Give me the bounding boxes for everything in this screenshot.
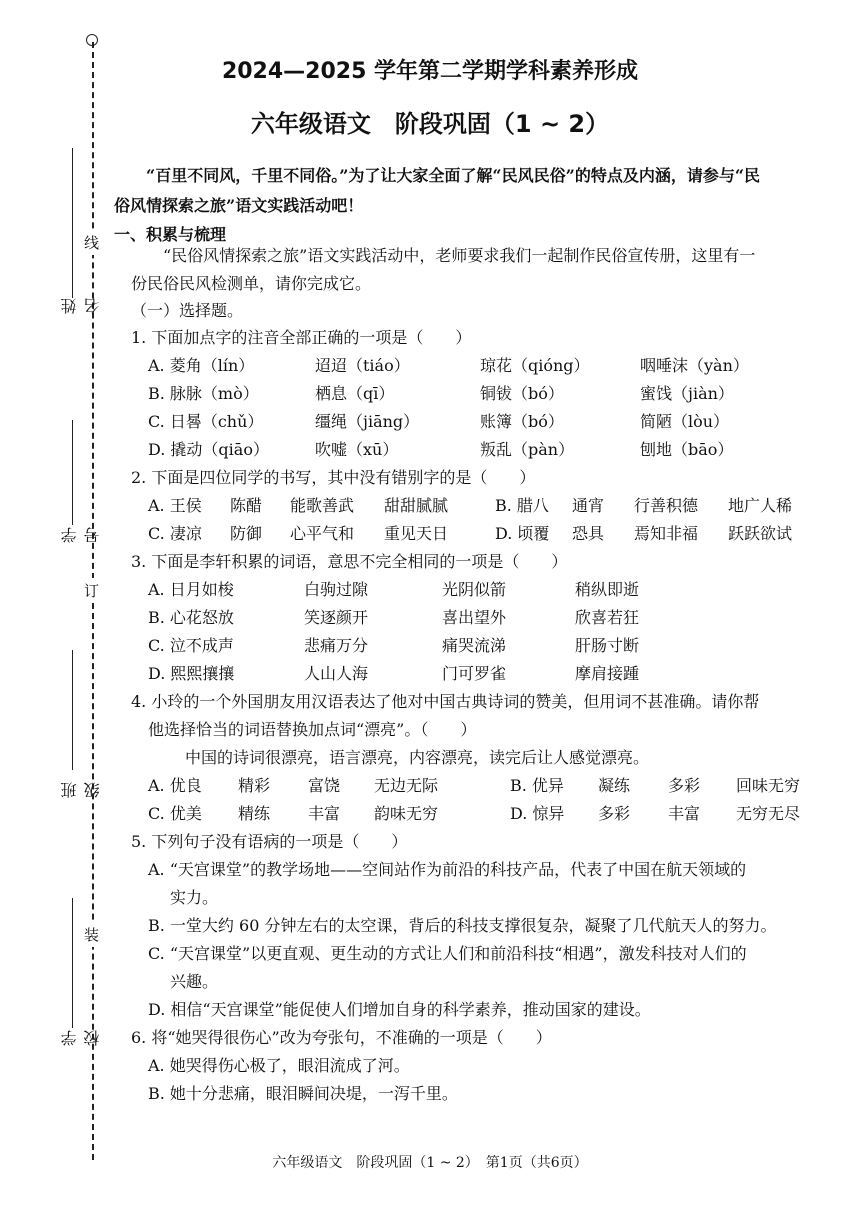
class-blank <box>72 650 73 770</box>
q2-r2-5: D. 顷覆 <box>495 524 550 543</box>
section-desc-2: 份民俗民风检测单，请你完成它。 <box>131 274 372 293</box>
q1-a-2: 迢迢（tiáo） <box>315 356 410 375</box>
q4-r1-6: 凝练 <box>598 776 631 795</box>
q2-r1-7: 行善积德 <box>634 496 699 515</box>
q4-r2-5: D. 惊异 <box>510 804 565 823</box>
intro-line-2: 俗风情探索之旅”语文实践活动吧！ <box>114 196 364 215</box>
label-school: 学校 <box>60 1030 102 1046</box>
q3-b-3: 喜出望外 <box>442 608 507 627</box>
q2-stem: 2. 下面是四位同学的书写，其中没有错别字的是（ ） <box>131 468 536 487</box>
q2-r2-3: 心平气和 <box>290 524 355 543</box>
label-id: 学号 <box>60 527 102 543</box>
q1-c-2: 缰绳（jiāng） <box>315 412 420 431</box>
q1-d-4: 刨地（bāo） <box>640 440 734 459</box>
school-blank <box>72 898 73 1028</box>
q5-option-b: B. 一堂大约 60 分钟左右的太空课，背后的科技支撑很复杂，凝聚了几代航天人的努力。 <box>148 916 777 935</box>
q3-c-1: C. 泣不成声 <box>148 636 234 655</box>
q1-b-4: 蜜饯（jiàn） <box>640 384 734 403</box>
q1-a-1: A. 菱角（lín） <box>148 356 255 375</box>
q3-a-2: 白驹过隙 <box>304 580 369 599</box>
q1-d-3: 叛乱（pàn） <box>480 440 575 459</box>
q1-c-3: 账簿（bó） <box>480 412 564 431</box>
q2-r1-3: 能歌善武 <box>290 496 355 515</box>
q1-b-2: 栖息（qī） <box>315 384 395 403</box>
sep-xian: 线 <box>84 230 99 255</box>
q4-r1-1: A. 优良 <box>148 776 202 795</box>
q3-b-2: 笑逐颜开 <box>304 608 369 627</box>
q2-r2-2: 防御 <box>230 524 263 543</box>
q4-stem-2: 他选择恰当的词语替换加点词“漂亮”。（ ） <box>148 720 477 739</box>
q4-r2-1: C. 优美 <box>148 804 202 823</box>
q1-c-1: C. 日晷（chǔ） <box>148 412 264 431</box>
q3-d-3: 门可罗雀 <box>442 664 507 683</box>
sep-zhuang: 装 <box>84 922 99 947</box>
page-footer: 六年级语文 阶段巩固（1 ~ 2） 第1页（共6页） <box>272 1155 588 1171</box>
sep-ding: 订 <box>84 578 99 603</box>
q1-d-1: D. 撬动（qiāo） <box>148 440 269 459</box>
q1-b-1: B. 脉脉（mò） <box>148 384 259 403</box>
q3-d-1: D. 熙熙攘攘 <box>148 664 235 683</box>
exam-subtitle: 六年级语文 阶段巩固（1 ~ 2） <box>250 110 610 138</box>
q2-r2-8: 跃跃欲试 <box>728 524 793 543</box>
q1-c-4: 简陋（lòu） <box>640 412 730 431</box>
q5-option-c-2: 兴趣。 <box>170 972 219 991</box>
q2-r1-1: A. 王侯 <box>148 496 202 515</box>
q3-c-3: 痛哭流涕 <box>442 636 507 655</box>
q3-d-4: 摩肩接踵 <box>575 664 640 683</box>
q4-r1-3: 富饶 <box>308 776 341 795</box>
q2-r2-6: 恐具 <box>572 524 605 543</box>
q2-r1-2: 陈醋 <box>230 496 263 515</box>
q2-r1-6: 通宵 <box>572 496 605 515</box>
q3-stem: 3. 下面是李轩积累的词语，意思不完全相同的一项是（ ） <box>131 552 568 571</box>
id-blank <box>72 420 73 525</box>
name-blank <box>72 148 73 298</box>
q2-r2-4: 重见天日 <box>384 524 449 543</box>
q3-b-4: 欣喜若狂 <box>575 608 640 627</box>
q1-b-3: 铜钹（bó） <box>480 384 564 403</box>
q6-option-b: B. 她十分悲痛，眼泪瞬间决堤，一泻千里。 <box>148 1084 458 1103</box>
label-class: 班级 <box>60 782 102 798</box>
q2-r2-7: 焉知非福 <box>634 524 699 543</box>
q1-a-4: 咽唾沫（yàn） <box>640 356 749 375</box>
q3-b-1: B. 心花怒放 <box>148 608 234 627</box>
q4-r2-8: 无穷无尽 <box>736 804 801 823</box>
q4-r2-2: 精练 <box>238 804 271 823</box>
q4-r2-6: 多彩 <box>598 804 631 823</box>
q3-c-4: 肝肠寸断 <box>575 636 640 655</box>
q3-a-4: 稍纵即逝 <box>575 580 640 599</box>
q4-r2-3: 丰富 <box>308 804 341 823</box>
q5-option-c-1: C. “天宫课堂”以更直观、更生动的方式让人们和前沿科技“相遇”，激发科技对人们的 <box>148 944 747 963</box>
q4-r1-2: 精彩 <box>238 776 271 795</box>
section-title: 一、积累与梳理 <box>114 225 227 244</box>
q3-a-3: 光阴似箭 <box>442 580 507 599</box>
q5-stem: 5. 下列句子没有语病的一项是（ ） <box>131 832 408 851</box>
q3-a-1: A. 日月如梭 <box>148 580 234 599</box>
q2-r1-4: 甜甜腻腻 <box>384 496 449 515</box>
q5-option-a-2: 实力。 <box>170 888 219 907</box>
q2-r1-8: 地广人稀 <box>728 496 793 515</box>
q4-r1-8: 回味无穷 <box>736 776 801 795</box>
q4-sentence: 中国的诗词很漂亮，语言漂亮，内容漂亮，读完后让人感觉漂亮。 <box>185 748 650 767</box>
q1-stem: 1. 下面加点字的注音全部正确的一项是（ ） <box>131 328 472 347</box>
exam-title: 2024—2025 学年第二学期学科素养形成 <box>221 59 639 84</box>
q4-r1-5: B. 优异 <box>510 776 564 795</box>
q4-r1-4: 无边无际 <box>374 776 439 795</box>
q2-r1-5: B. 腊八 <box>495 496 549 515</box>
q2-r2-1: C. 凄凉 <box>148 524 202 543</box>
q4-r2-4: 韵味无穷 <box>374 804 439 823</box>
q1-d-2: 吹嘘（xū） <box>315 440 399 459</box>
q3-c-2: 悲痛万分 <box>304 636 369 655</box>
q5-option-a-1: A. “天宫课堂”的教学场地——空间站作为前沿的科技产品，代表了中国在航天领域的 <box>148 860 747 879</box>
q3-d-2: 人山人海 <box>304 664 369 683</box>
label-name: 姓名 <box>60 298 102 314</box>
sub-title: （一）选择题。 <box>131 301 244 320</box>
q6-option-a: A. 她哭得伤心极了，眼泪流成了河。 <box>148 1056 410 1075</box>
q6-stem: 6. 将“她哭得很伤心”改为夸张句，不准确的一项是（ ） <box>131 1028 552 1047</box>
q4-stem-1: 4. 小玲的一个外国朋友用汉语表达了他对中国古典诗词的赞美，但用词不甚准确。请你帮 <box>131 692 760 711</box>
q4-r2-7: 丰富 <box>668 804 701 823</box>
q5-option-d: D. 相信“天宫课堂”能促使人们增加自身的科学素养，推动国家的建设。 <box>148 1000 651 1019</box>
section-desc-1: “民俗风情探索之旅”语文实践活动中，老师要求我们一起制作民俗宣传册，这里有一 <box>163 246 756 265</box>
q1-a-3: 琼花（qióng） <box>480 356 590 375</box>
intro-line-1: “百里不同风，千里不同俗。”为了让大家全面了解“民风民俗”的特点及内涵，请参与“民 <box>146 166 761 185</box>
q4-r1-7: 多彩 <box>668 776 701 795</box>
